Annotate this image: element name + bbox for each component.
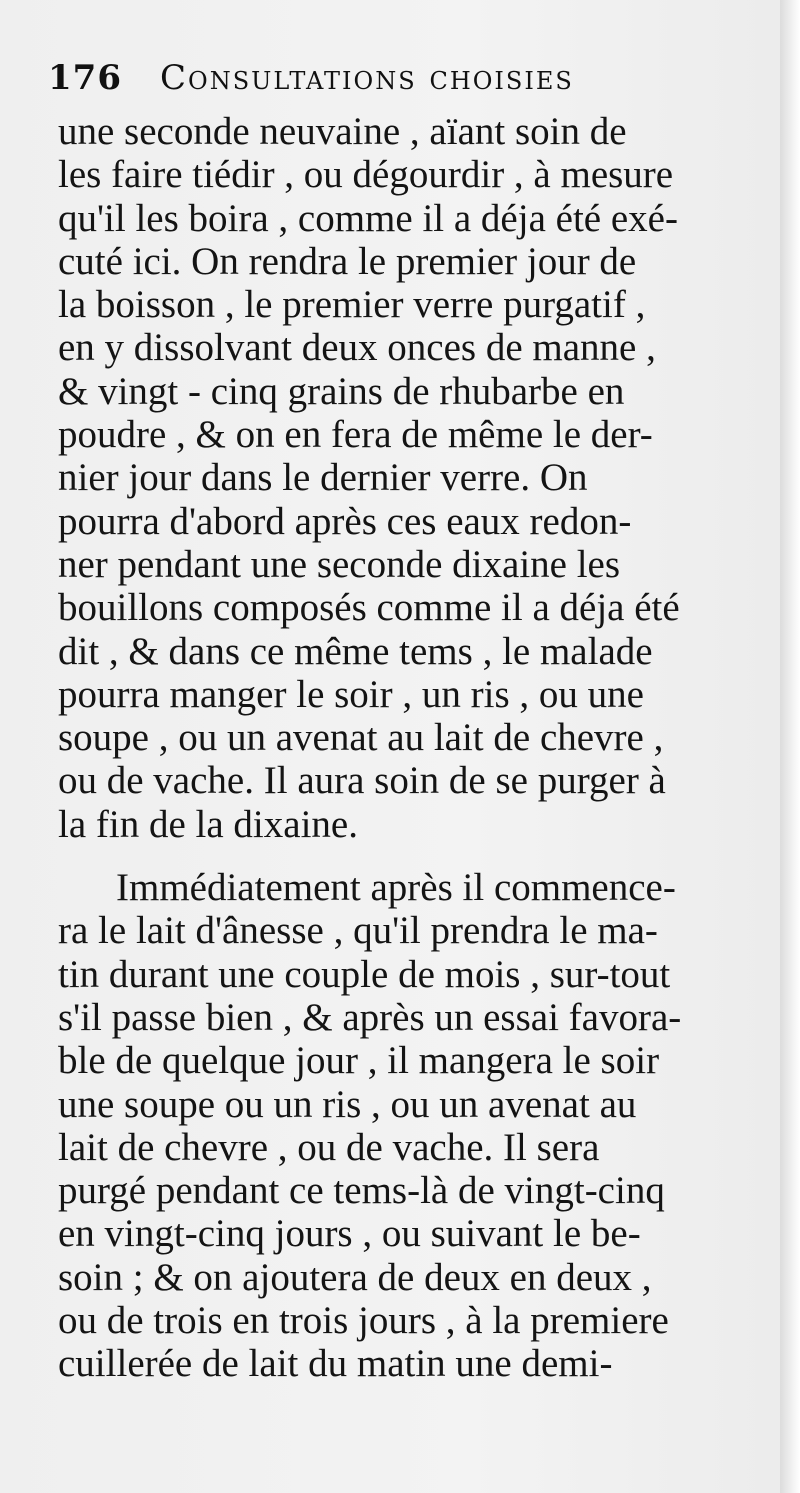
text-line: s'il passe bien , & après un essai favora- bbox=[58, 995, 682, 1039]
text-line: en y dissolvant deux onces de manne , bbox=[58, 326, 656, 370]
page-number: 176 bbox=[48, 58, 122, 98]
page-body bbox=[58, 110, 758, 1386]
paragraph-gap bbox=[58, 846, 758, 866]
text-line: la boisson , le premier verre purgatif , bbox=[58, 283, 646, 327]
text-line: la fin de la dixaine. bbox=[58, 802, 358, 846]
text-line: soupe , ou un avenat au lait de chevre , bbox=[58, 716, 664, 760]
text-line: pourra d'abord après ces eaux redon- bbox=[58, 499, 632, 543]
text-line: nier jour dans le dernier verre. On bbox=[58, 456, 588, 500]
text-line: lait de chevre , ou de vache. Il sera bbox=[58, 1125, 600, 1169]
text-line: bouillons composés comme il a déja été bbox=[58, 586, 680, 630]
text-line: cuillerée de lait du matin une demi- bbox=[58, 1342, 613, 1386]
text-line: & vingt - cinq grains de rhubarbe en bbox=[58, 369, 625, 413]
text-line: tin durant une couple de mois , sur-tout bbox=[58, 952, 671, 996]
text-line: soin ; & on ajoutera de deux en deux , bbox=[58, 1255, 652, 1299]
text-line: cuté ici. On rendra le premier jour de bbox=[58, 239, 637, 283]
running-title: Consultations choisies bbox=[160, 58, 574, 98]
text-line: ra le lait d'ânesse , qu'il prendra le ma- bbox=[58, 909, 658, 953]
text-line: ou de vache. Il aura soin de se purger à bbox=[58, 759, 666, 803]
text-line: pourra manger le soir , un ris , ou une bbox=[58, 672, 644, 716]
text-line: dit , & dans ce même tems , le malade bbox=[58, 629, 653, 673]
text-line: purgé pendant ce tems-là de vingt-cinq bbox=[58, 1169, 665, 1213]
text-line: qu'il les boira , comme il a déja été exé- bbox=[58, 196, 678, 240]
paragraph-1 bbox=[58, 110, 758, 846]
text-line: en vingt-cinq jours , ou suivant le be- bbox=[58, 1212, 641, 1256]
text-line: une seconde neuvaine , aïant soin de bbox=[58, 110, 627, 153]
text-line: Immédiatement après il commence- bbox=[116, 866, 676, 910]
running-header bbox=[48, 58, 574, 98]
text-line: les faire tiédir , ou dégourdir , à mesure bbox=[58, 153, 674, 197]
text-line: ble de quelque jour , il mangera le soir bbox=[58, 1039, 660, 1083]
page-edge-shadow bbox=[780, 0, 800, 1493]
text-line: ner pendant une seconde dixaine les bbox=[58, 542, 621, 586]
text-line: une soupe ou un ris , ou un avenat au bbox=[58, 1082, 637, 1126]
text-line: ou de trois en trois jours , à la premiere bbox=[58, 1299, 669, 1343]
text-line: poudre , & on en fera de même le der- bbox=[58, 413, 653, 457]
paragraph-2 bbox=[58, 866, 758, 1386]
